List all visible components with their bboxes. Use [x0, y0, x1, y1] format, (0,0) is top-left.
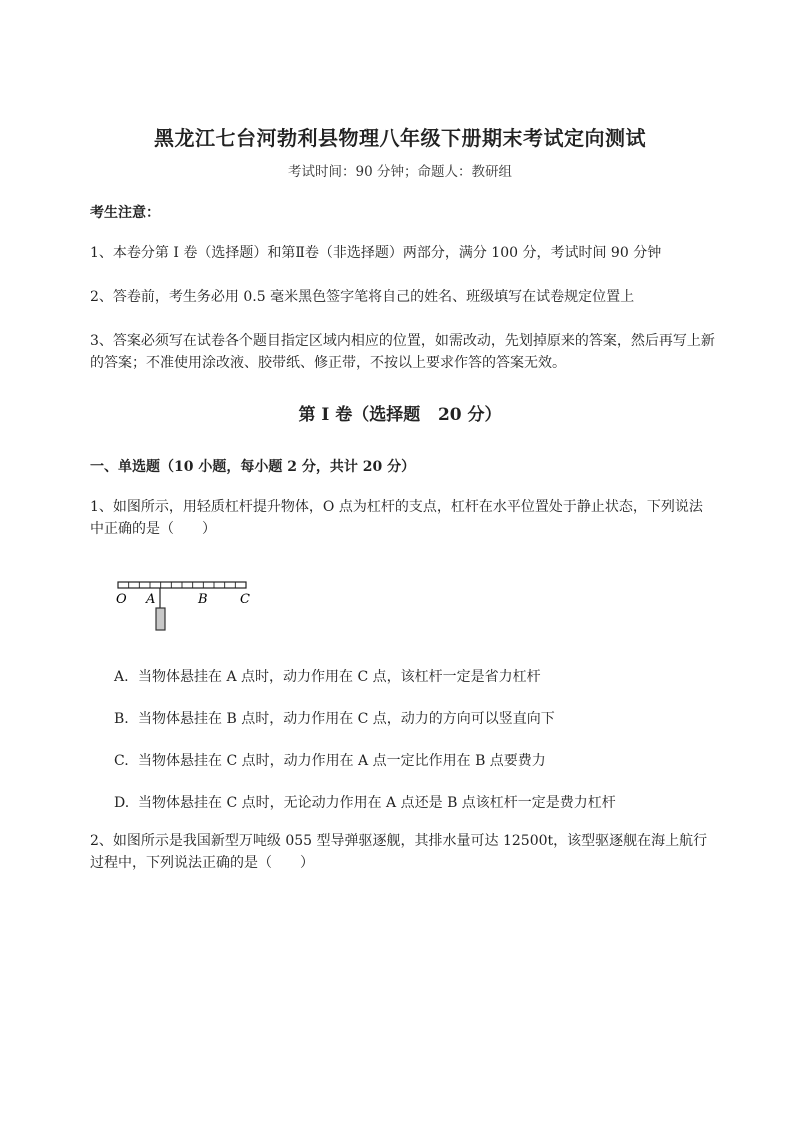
question-2-text: 2、如图所示是我国新型万吨级 055 型导弹驱逐舰，其排水量可达 12500t，该型驱逐舰在海上航行过程中，下列说法正确的是（ ） — [90, 833, 708, 871]
section-title: 第 I 卷（选择题 20 分） — [298, 405, 502, 425]
option-a[interactable] — [114, 666, 541, 686]
option-letter: A. — [114, 669, 129, 685]
option-text: 当物体悬挂在 A 点时，动力作用在 C 点，该杠杆一定是省力杠杆 — [138, 669, 541, 685]
option-letter: D. — [114, 795, 130, 811]
notice-heading: 考生注意： — [90, 205, 160, 221]
option-text: 当物体悬挂在 C 点时，动力作用在 A 点一定比作用在 B 点要费力 — [138, 753, 546, 769]
option-c[interactable] — [114, 750, 546, 770]
option-letter: B. — [114, 711, 129, 727]
notice-item-1: 1、本卷分第 I 卷（选择题）和第Ⅱ卷（非选择题）两部分，满分 100 分，考试时间 90 分钟 — [90, 245, 662, 261]
hanging-weight — [156, 608, 165, 630]
question-1-text: 1、如图所示，用轻质杠杆提升物体，O 点为杠杆的支点，杠杆在水平位置处于静止状态，下列说法中正确的是（ ） — [90, 499, 703, 537]
option-d[interactable] — [114, 792, 616, 812]
part-heading: 一、单选题（10 小题，每小题 2 分，共计 20 分） — [90, 459, 416, 475]
exam-title: 黑龙江七台河勃利县物理八年级下册期末考试定向测试 — [154, 126, 646, 150]
option-b[interactable] — [114, 708, 555, 728]
point-o-label: O — [116, 592, 127, 607]
point-c-label: C — [240, 592, 250, 607]
lever-bar — [118, 582, 246, 588]
notice-item-2: 2、答卷前，考生务必用 0.5 毫米黑色签字笔将自己的姓名、班级填写在试卷规定位置上 — [90, 289, 635, 305]
point-b-label: B — [198, 592, 208, 607]
notice-item-3: 3、答案必须写在试卷各个题目指定区域内相应的位置，如需改动，先划掉原来的答案，然后再写上新的答案；不准使用涂改液、胶带纸、修正带，不按以上要求作答的答案无效。 — [90, 333, 715, 371]
option-text: 当物体悬挂在 C 点时，无论动力作用在 A 点还是 B 点该杠杆一定是费力杠杆 — [138, 795, 616, 811]
point-a-label: A — [146, 592, 156, 607]
option-letter: C. — [114, 753, 129, 769]
exam-subtitle: 考试时间：90 分钟；命题人：教研组 — [288, 164, 512, 180]
option-text: 当物体悬挂在 B 点时，动力作用在 C 点，动力的方向可以竖直向下 — [138, 711, 555, 727]
lever-figure — [112, 574, 262, 638]
